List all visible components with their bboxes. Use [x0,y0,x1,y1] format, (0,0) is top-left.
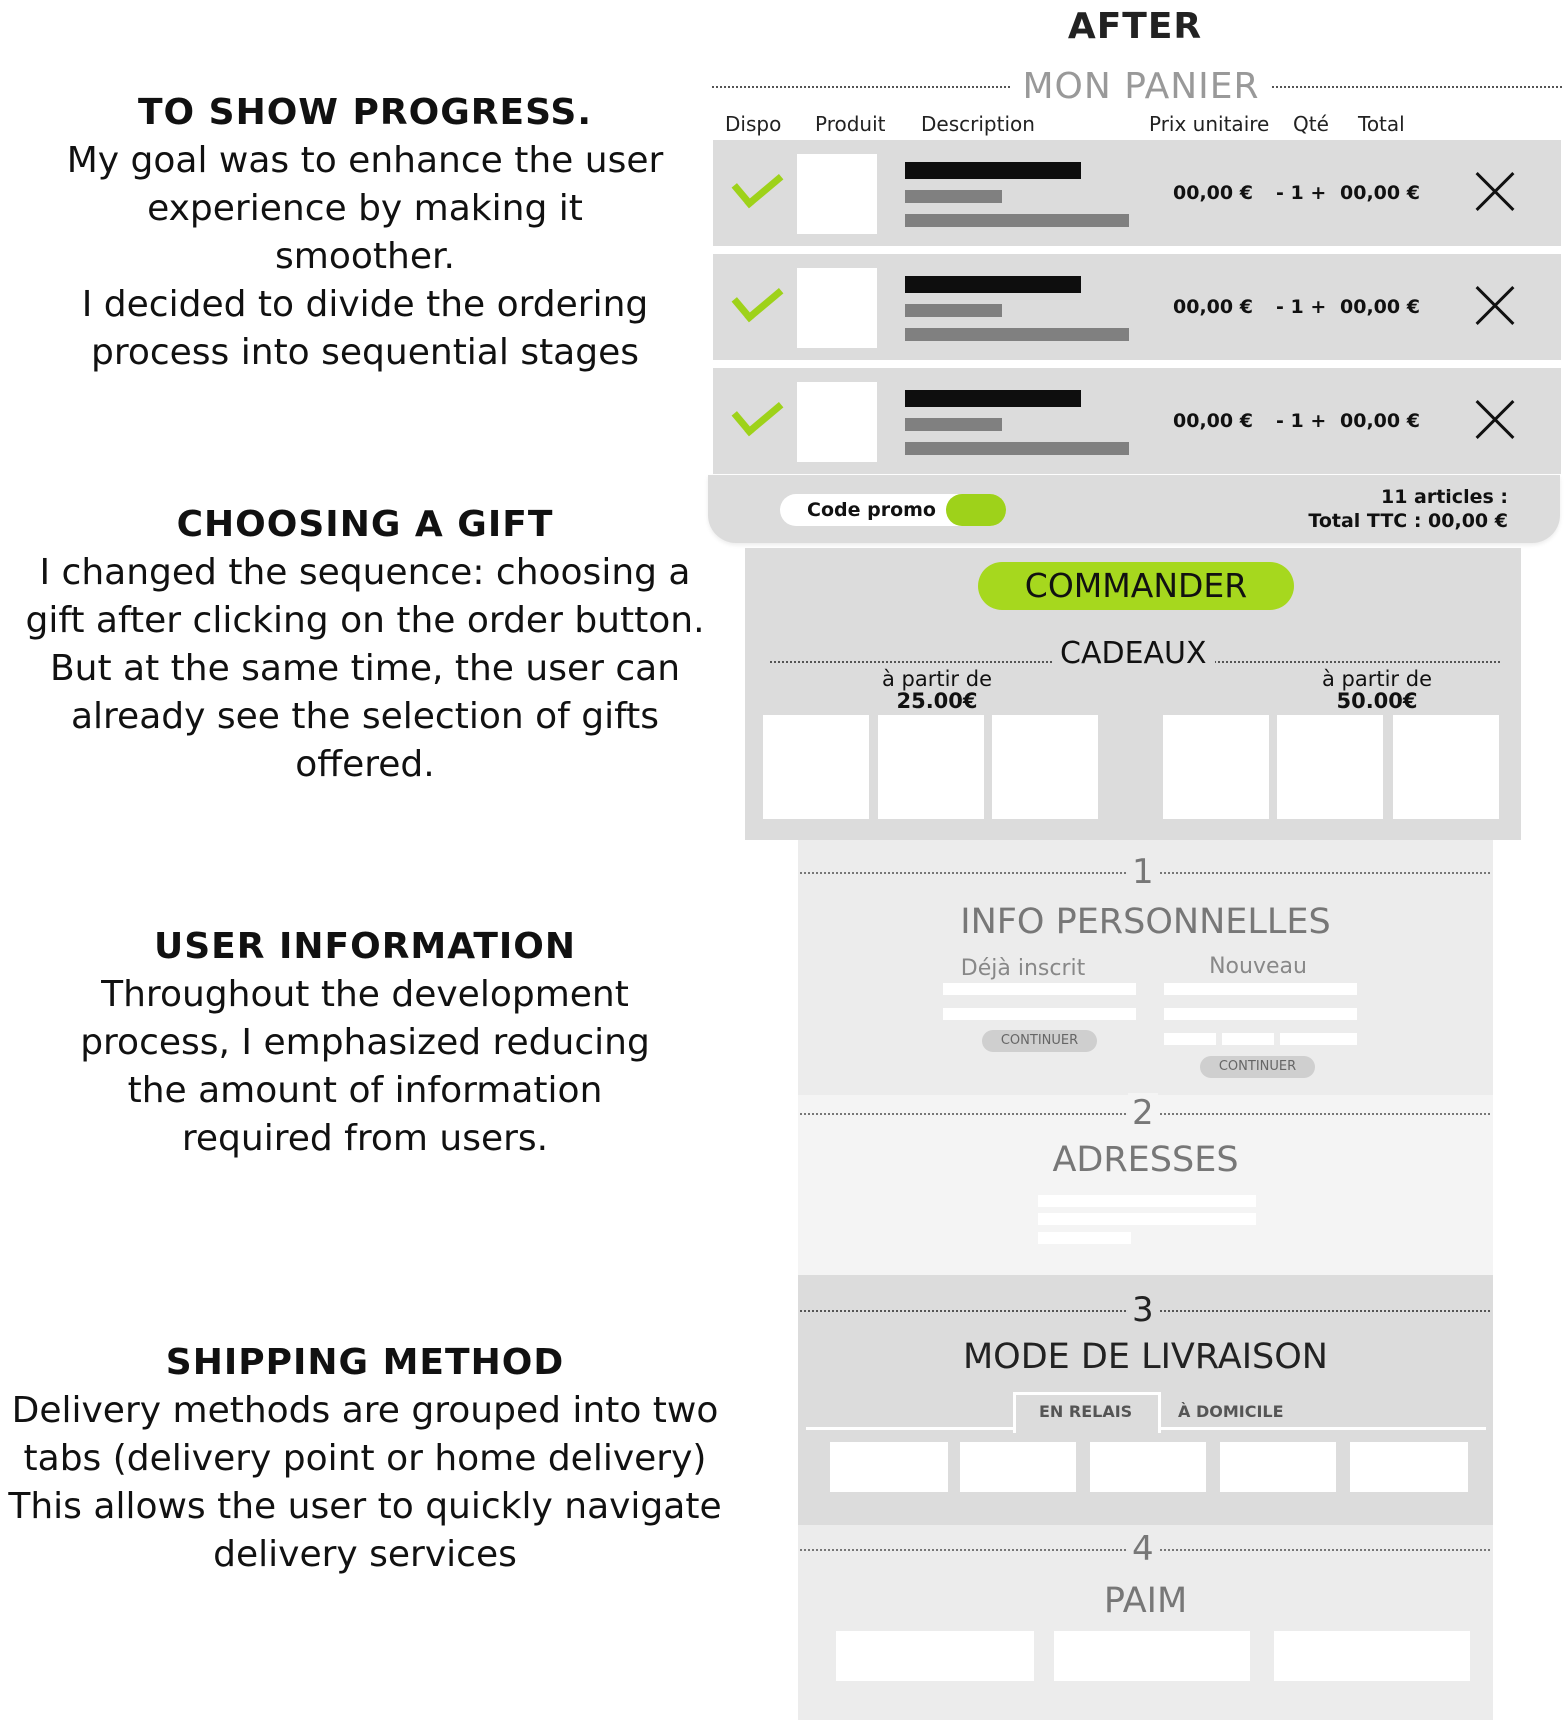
step-title: INFO PERSONNELLES [960,902,1331,942]
product-detail-placeholder [905,328,1129,341]
column-header-produit: Produit [815,112,886,136]
section-progress [0,92,730,377]
new-password-field[interactable] [1164,1008,1357,1020]
cart-row [713,254,1561,360]
step-number: 1 [1128,852,1158,892]
payment-option[interactable] [1274,1631,1470,1681]
section-line: tabs (delivery point or home delivery) [23,1438,707,1479]
column-header-dispo: Dispo [725,112,782,136]
relay-point-option[interactable] [960,1442,1076,1492]
product-thumbnail[interactable] [797,154,877,234]
unit-price: 00,00 € [1173,410,1253,432]
tab-en-relais-label: EN RELAIS [1039,1402,1133,1421]
product-name-placeholder [905,276,1081,293]
product-detail-placeholder [905,190,1002,203]
section-line: gift after clicking on the order button. [25,600,705,641]
gift-tier-label [1297,668,1457,712]
step-addresses [798,1095,1493,1275]
section-line: experience by making it [147,188,583,229]
product-detail-placeholder [905,214,1129,227]
section-line: the amount of information [127,1070,603,1111]
total-ttc: Total TTC : 00,00 € [1308,510,1508,532]
step-title: PAIM [1103,1581,1188,1621]
section-title: SHIPPING METHOD [165,1342,565,1383]
column-header-qty: Qté [1293,112,1329,136]
unit-price: 00,00 € [1173,182,1253,204]
step-title: ADRESSES [1052,1140,1239,1180]
cart-row [713,368,1561,474]
promo-toggle[interactable] [946,494,1006,526]
quantity-stepper[interactable]: - 1 + [1276,410,1327,432]
gift-option[interactable] [992,715,1098,819]
email-field[interactable] [943,983,1136,995]
section-line: I decided to divide the ordering [81,284,649,325]
gifts-title: CADEAUX [1052,636,1215,671]
address-field[interactable] [1038,1195,1256,1207]
close-icon[interactable] [1473,398,1517,442]
column-header-unit-price: Prix unitaire [1149,112,1270,136]
promo-code-field[interactable] [780,494,1006,526]
section-line: offered. [295,744,435,785]
gift-tier-amount: 50.00€ [1336,689,1418,713]
tab-a-domicile[interactable]: À DOMICILE [1178,1402,1284,1421]
articles-count: 11 articles : [1380,486,1508,508]
section-line: delivery services [213,1534,517,1575]
section-gift [0,504,730,789]
relay-point-option[interactable] [1350,1442,1468,1492]
gift-tier-from: à partir de [881,667,992,691]
gift-option[interactable] [878,715,984,819]
continue-button[interactable]: CONTINUER [1200,1056,1315,1078]
cart-summary [708,475,1560,543]
section-line: This allows the user to quickly navigate [8,1486,722,1527]
promo-code-label: Code promo [807,499,936,521]
existing-customer-label: Déjà inscrit [960,956,1086,981]
relay-point-option[interactable] [830,1442,948,1492]
product-detail-placeholder [905,304,1002,317]
step-payment [798,1525,1493,1720]
section-shipping [0,1342,730,1579]
section-title: TO SHOW PROGRESS. [137,92,593,133]
gift-option[interactable] [763,715,869,819]
row-total: 00,00 € [1340,296,1420,318]
new-phone-field[interactable] [1280,1033,1357,1045]
password-field[interactable] [943,1008,1136,1020]
cart-totals [1308,485,1508,533]
product-name-placeholder [905,162,1081,179]
section-line: process into sequential stages [90,332,640,373]
relay-point-option[interactable] [1220,1442,1336,1492]
gift-panel [745,548,1521,840]
product-thumbnail[interactable] [797,382,877,462]
product-name-placeholder [905,390,1081,407]
section-line: I changed the sequence: choosing a [39,552,691,593]
step-number: 3 [1128,1290,1158,1330]
section-line: already see the selection of gifts [70,696,660,737]
section-line: smoother. [275,236,455,277]
section-title: CHOOSING A GIFT [176,504,554,545]
after-label: AFTER [1067,6,1203,47]
gift-tier-amount: 25.00€ [896,689,978,713]
section-title: USER INFORMATION [153,926,577,967]
cart-row [713,140,1561,246]
step-number: 4 [1128,1529,1158,1569]
close-icon[interactable] [1473,170,1517,214]
order-button[interactable]: COMMANDER [978,562,1294,610]
row-total: 00,00 € [1340,410,1420,432]
gift-option[interactable] [1163,715,1269,819]
new-name-field[interactable] [1164,1033,1216,1045]
section-user-information [0,926,730,1163]
section-line: required from users. [181,1118,549,1159]
column-header-description: Description [921,112,1035,136]
new-customer-label: Nouveau [1209,954,1307,979]
section-line: Delivery methods are grouped into two [11,1390,719,1431]
address-field[interactable] [1038,1232,1131,1244]
quantity-stepper[interactable]: - 1 + [1276,182,1327,204]
new-surname-field[interactable] [1222,1033,1274,1045]
step-title: MODE DE LIVRAISON [962,1337,1328,1377]
gift-tier-from: à partir de [1321,667,1432,691]
relay-point-option[interactable] [1090,1442,1206,1492]
address-field[interactable] [1038,1213,1256,1225]
check-icon [732,387,784,437]
product-thumbnail[interactable] [797,268,877,348]
gift-option[interactable] [1277,715,1383,819]
check-icon [732,159,784,209]
product-detail-placeholder [905,442,1129,455]
payment-option[interactable] [1054,1631,1250,1681]
section-line: Throughout the development [101,974,629,1015]
check-icon [732,273,784,323]
product-detail-placeholder [905,418,1002,431]
column-header-total: Total [1358,112,1405,136]
row-total: 00,00 € [1340,182,1420,204]
payment-option[interactable] [836,1631,1034,1681]
section-line: My goal was to enhance the user [66,140,664,181]
unit-price: 00,00 € [1173,296,1253,318]
quantity-stepper[interactable]: - 1 + [1276,296,1327,318]
gift-option[interactable] [1393,715,1499,819]
new-email-field[interactable] [1164,983,1357,995]
close-icon[interactable] [1473,284,1517,328]
section-line: process, I emphasized reducing [80,1022,650,1063]
continue-button[interactable]: CONTINUER [982,1030,1097,1052]
section-line: But at the same time, the user can [49,648,681,689]
step-number: 2 [1128,1093,1158,1133]
gift-tier-label [857,668,1017,712]
step-personal-info [798,840,1493,1095]
cart-title: MON PANIER [1010,66,1272,107]
